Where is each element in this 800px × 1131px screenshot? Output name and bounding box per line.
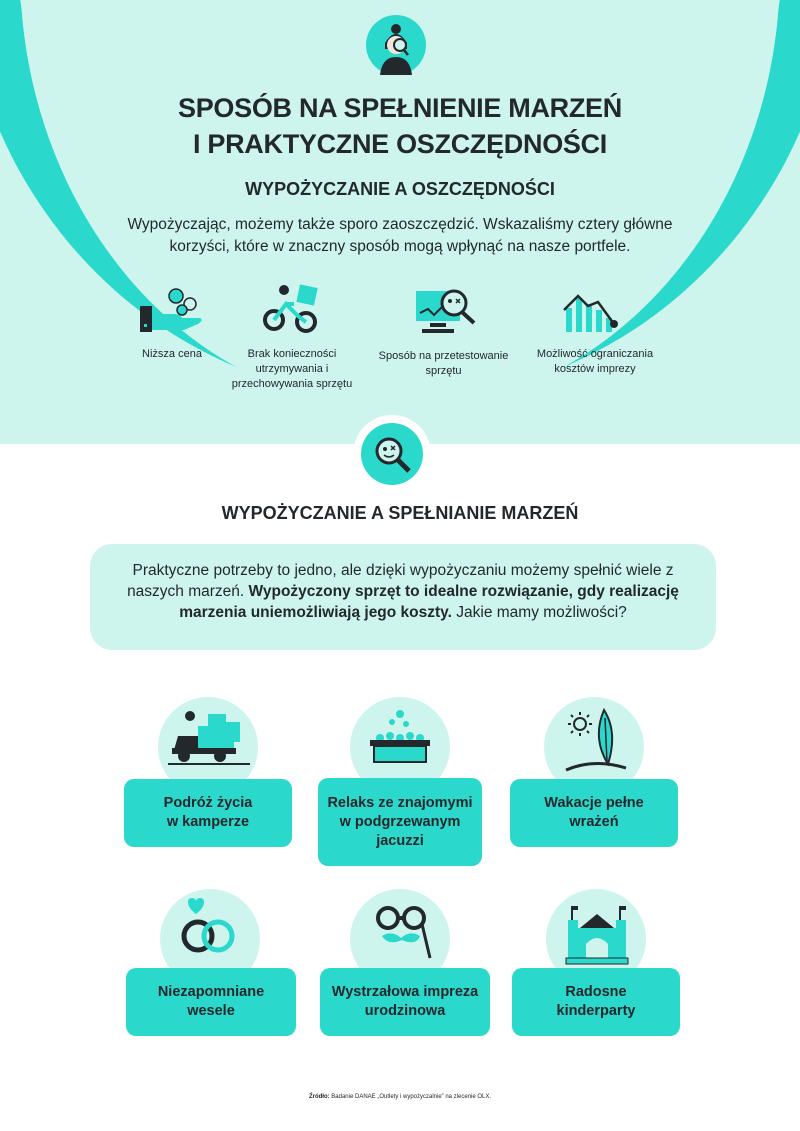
option-2-line2: w podgrzewanym [339,813,461,830]
monitor-magnifier-icon [414,285,480,337]
bubble-text-bold: Wypożyczony sprzęt to idealne rozwiązanie, gdy realizację marzenia uniemożliwiają jego koszty. [179,583,679,621]
option-3-line2: wrażeń [569,814,619,830]
option-4-line2: wesele [187,1003,235,1019]
option-camper [124,779,292,847]
source-text: Badanie DANAE „Outlety i wypożyczalnie” na zlecenie OLX. [331,1094,492,1100]
option-1-line1: Podróż życia [163,795,253,811]
option-2-line1: Relaks ze znajomymi [327,794,473,811]
hand-coins-icon [138,284,206,338]
option-kinderparty [512,968,680,1036]
page-title-line2: I PRAKTYCZNE OSZCZĘDNOŚCI [192,129,608,159]
page-title-line1: SPOSÓB NA SPEŁNIENIE MARZEŃ [178,93,622,123]
benefit-label-1: Niższa cena [142,348,202,360]
benefit-label-3: Sposób na przetestowanie sprzętu [378,350,509,377]
option-4-line1: Niezapomniane [157,984,265,1000]
party-mask-icon [366,904,438,960]
person-magnifier-icon [366,15,426,75]
option-1-line2: w kamperze [166,814,250,830]
bicycle-box-icon [262,280,324,338]
option-6-line1: Radosne [565,984,627,1000]
option-wedding [126,968,296,1036]
divider-badge [361,423,423,485]
option-5-line1: Wystrzałowa impreza [331,984,479,1000]
benefit-label-4: Możliwość ograniczania kosztów imprezy [536,348,654,375]
option-vacation [510,779,678,847]
surfboard-icon [560,708,632,778]
option-birthday [320,968,490,1036]
option-6-line2: kinderparty [556,1003,636,1019]
section1-title: WYPOŻYCZANIE A OSZCZĘDNOŚCI [245,179,555,199]
section2-title: WYPOŻYCZANIE A SPEŁNIANIE MARZEŃ [221,503,579,523]
camper-van-icon [168,710,250,766]
bubble-text-b: Jakie mamy możliwości? [451,604,627,621]
bubble-text-a: Praktyczne potrzeby to jedno, ale dzięki wypożyczaniu możemy spełnić wiele z naszych marzeń. [127,562,674,600]
bouncy-castle-icon [564,902,630,966]
wedding-rings-icon [176,898,244,956]
avatar [366,15,426,75]
option-jacuzzi [318,778,482,866]
jacuzzi-icon [366,708,434,766]
option-2-line3: jacuzzi [376,832,424,849]
face-magnifier-icon [369,431,415,477]
benefit-label-2: Brak konieczności utrzymywania i przechowywania sprzętu [231,348,353,390]
intro-text: Wypożyczając, możemy także sporo zaoszczędzić. Wskazaliśmy cztery główne korzyści, które w znaczny sposób mogą wpłynąć na nasze portfele. [127,216,673,255]
bubble-text [120,560,686,623]
option-3-line1: Wakacje pełne [544,795,644,811]
source-note [0,1094,800,1100]
falling-chart-icon [562,290,626,334]
source-label: Źródło: [308,1094,330,1100]
option-5-line2: urodzinowa [364,1003,446,1019]
